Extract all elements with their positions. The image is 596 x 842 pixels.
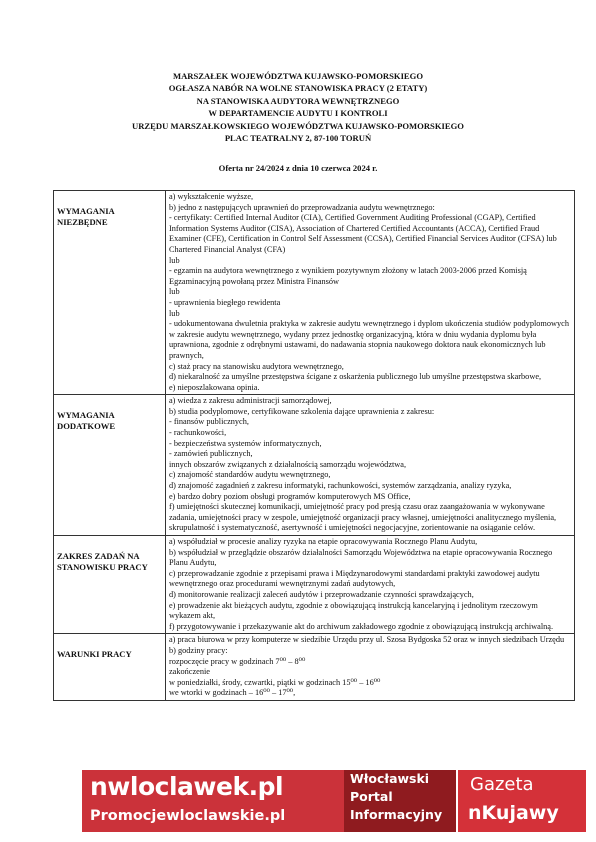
section-label-duties: ZAKRES ZADAŃ NA STANOWISKU PRACY <box>54 536 166 634</box>
list-item: e) prowadzenie akt bieżących audytu, zgodnie z obowiązującą instrukcją kancelaryjną i jednolitym rzeczowym wykazem akt, <box>169 600 538 621</box>
watermark-portal-line: Włocławski <box>350 771 430 786</box>
watermark-banner-middle <box>344 770 456 832</box>
table-row <box>54 395 575 536</box>
watermark-site-name-secondary: Promocjewloclawskie.pl <box>90 808 286 824</box>
list-item: innych obszarów związanych z działalnością samorządu województwa, <box>169 459 407 469</box>
list-item: f) umiejętności skutecznej komunikacji, umiejętność pracy pod presją czasu oraz zaangażowania w wykonywane zadania, umiejętności pracy w zespole, umiejętność organizacji pracy własnej, umiejętności analitycznego myślenia, skrupulatność i systematyczność, asertywność i umiejętności negocjacyjne, zorientowanie na osiąganie celów. <box>169 502 557 533</box>
list-item: c) staż pracy na stanowisku audytora wewnętrznego, <box>169 361 344 371</box>
list-item: - zamówień publicznych, <box>169 449 253 459</box>
header-line: PLAC TEATRALNY 2, 87-100 TORUŃ <box>224 133 372 144</box>
list-item: b) studia podyplomowe, certyfikowane szkolenia dające uprawnienia z zakresu: <box>169 406 435 416</box>
list-item: d) monitorowanie realizacji zaleceń audytów i przeprowadzanie czynności sprawdzających, <box>169 589 474 599</box>
watermark-site-name: nwloclawek.pl <box>90 772 284 801</box>
list-item: - udokumentowana dwuletnia praktyka w zakresie audytu wewnętrznego i dyplom ukończenia studiów podyplomowych w zakresie audytu wewnętrznego, wydany przez jednostkę organizacyjną, która w dniu wydania dyplomu była uprawniona, zgodnie z odrębnymi ustawami, do nadawania stopnia naukowego doktora nauk ekonomicznych lub prawnych, <box>169 319 569 360</box>
list-item: - certyfikaty: Certified Internal Auditor (CIA), Certified Government Auditing Professional (CGAP), Certified Information Systems Auditor (CISA), Association of Chartered Certified Accountants (ACCA), Certified Fraud Examiner (CFE), Certification in Control Self Assessment (CCSA), Certified Financial Services Auditor (CFSA) lub Chartered Financial Analyst (CFA) <box>169 213 557 254</box>
section-content-additional <box>166 395 575 536</box>
watermark-portal-line: Portal <box>350 789 393 804</box>
section-content-required <box>166 191 575 395</box>
list-item: a) praca biurowa w przy komputerze w siedzibie Urzędu przy ul. Szosa Bydgoska 52 oraz w innych siedzibach Urzędu <box>169 635 565 645</box>
list-item: b) godziny pracy: <box>169 645 228 655</box>
list-item: lub <box>169 255 180 265</box>
header-line: URZĘDU MARSZAŁKOWSKIEGO WOJEWÓDZTWA KUJAWSKO-POMORSKIEGO <box>132 120 464 131</box>
watermark-banner-left <box>82 770 344 832</box>
list-item: rozpoczęcie pracy w godzinach 7⁰⁰ – 8⁰⁰ <box>169 656 306 666</box>
section-label-conditions: WARUNKI PRACY <box>54 634 166 701</box>
list-item: lub <box>169 308 180 318</box>
section-label-additional: WYMAGANIA DODATKOWE <box>54 395 166 536</box>
header-line: MARSZAŁEK WOJEWÓDZTWA KUJAWSKO-POMORSKIEGO <box>172 71 424 81</box>
table-row <box>54 191 575 395</box>
list-item: e) bardzo dobry poziom obsługi programów komputerowych MS Office, <box>169 491 411 501</box>
header-line: W DEPARTAMENCIE AUDYTU I KONTROLI <box>208 108 388 119</box>
watermark-gazeta-name: nKujawy <box>468 802 559 824</box>
list-item: d) niekaralność za umyślne przestępstwa ścigane z oskarżenia publicznego lub umyślne przestępstwa skarbowe, <box>169 372 542 382</box>
watermark-gazeta-label: Gazeta <box>470 774 534 795</box>
table-row <box>54 536 575 634</box>
list-item: c) znajomość standardów audytu wewnętrznego, <box>169 470 331 480</box>
section-content-duties <box>166 536 575 634</box>
watermark-banner-right <box>458 770 586 832</box>
list-item: we wtorki w godzinach – 16⁰⁰ – 17⁰⁰, <box>169 688 296 698</box>
list-item: b) współudział w przeglądzie obszarów działalności Samorządu Województwa na etapie opracowywania Rocznego Planu Audytu, <box>169 547 553 568</box>
list-item: - finansów publicznych, <box>169 417 249 427</box>
list-item: c) przeprowadzanie zgodnie z przepisami prawa i Międzynarodowymi standardami praktyki zawodowej audytu wewnętrznego oraz procedurami wewnętrznymi zadań audytowych, <box>169 568 540 589</box>
list-item: zakończenie <box>169 667 210 677</box>
announcement-header <box>0 70 596 144</box>
list-item: - uprawnienia biegłego rewidenta <box>169 297 281 307</box>
list-item: a) współudział w procesie analizy ryzyka na etapie opracowywania Rocznego Planu Audytu, <box>169 537 478 546</box>
list-item: w poniedziałki, środy, czwartki, piątki w godzinach 15⁰⁰ – 16⁰⁰ <box>169 677 381 687</box>
list-item: a) wykształcenie wyższe, <box>169 192 254 201</box>
requirements-table <box>53 190 575 701</box>
table-row <box>54 634 575 701</box>
list-item: b) jedno z następujących uprawnień do przeprowadzania audytu wewnętrznego: <box>169 202 435 212</box>
section-content-conditions <box>166 634 575 701</box>
list-item: f) przygotowywanie i przekazywanie akt do archiwum zakładowego zgodnie z obowiązującą instrukcją archiwalną. <box>169 621 554 631</box>
list-item: d) znajomość zagadnień z zakresu informatyki, rachunkowości, systemów zarządzania, analizy ryzyka, <box>169 481 512 491</box>
list-item: e) nieposzlakowana opinia. <box>169 382 260 392</box>
header-line: OGŁASZA NABÓR NA WOLNE STANOWISKA PRACY (2 ETATY) <box>168 83 428 94</box>
header-line: NA STANOWISKA AUDYTORA WEWNĘTRZNEGO <box>196 95 400 106</box>
list-item: lub <box>169 287 180 297</box>
offer-number: Oferta nr 24/2024 z dnia 10 czerwca 2024 r. <box>218 163 378 173</box>
watermark-portal-line: Informacyjny <box>350 807 443 822</box>
section-label-required: WYMAGANIA NIEZBĘDNE <box>54 191 166 395</box>
list-item: - rachunkowości, <box>169 428 227 438</box>
list-item: - egzamin na audytora wewnętrznego z wynikiem pozytywnym złożony w latach 2003-2006 przed Komisją Egzaminacyjną powołaną przez Ministra Finansów <box>169 266 527 286</box>
list-item: - bezpieczeństwa systemów informatycznych, <box>169 438 322 448</box>
list-item: a) wiedza z zakresu administracji samorządowej, <box>169 396 332 406</box>
